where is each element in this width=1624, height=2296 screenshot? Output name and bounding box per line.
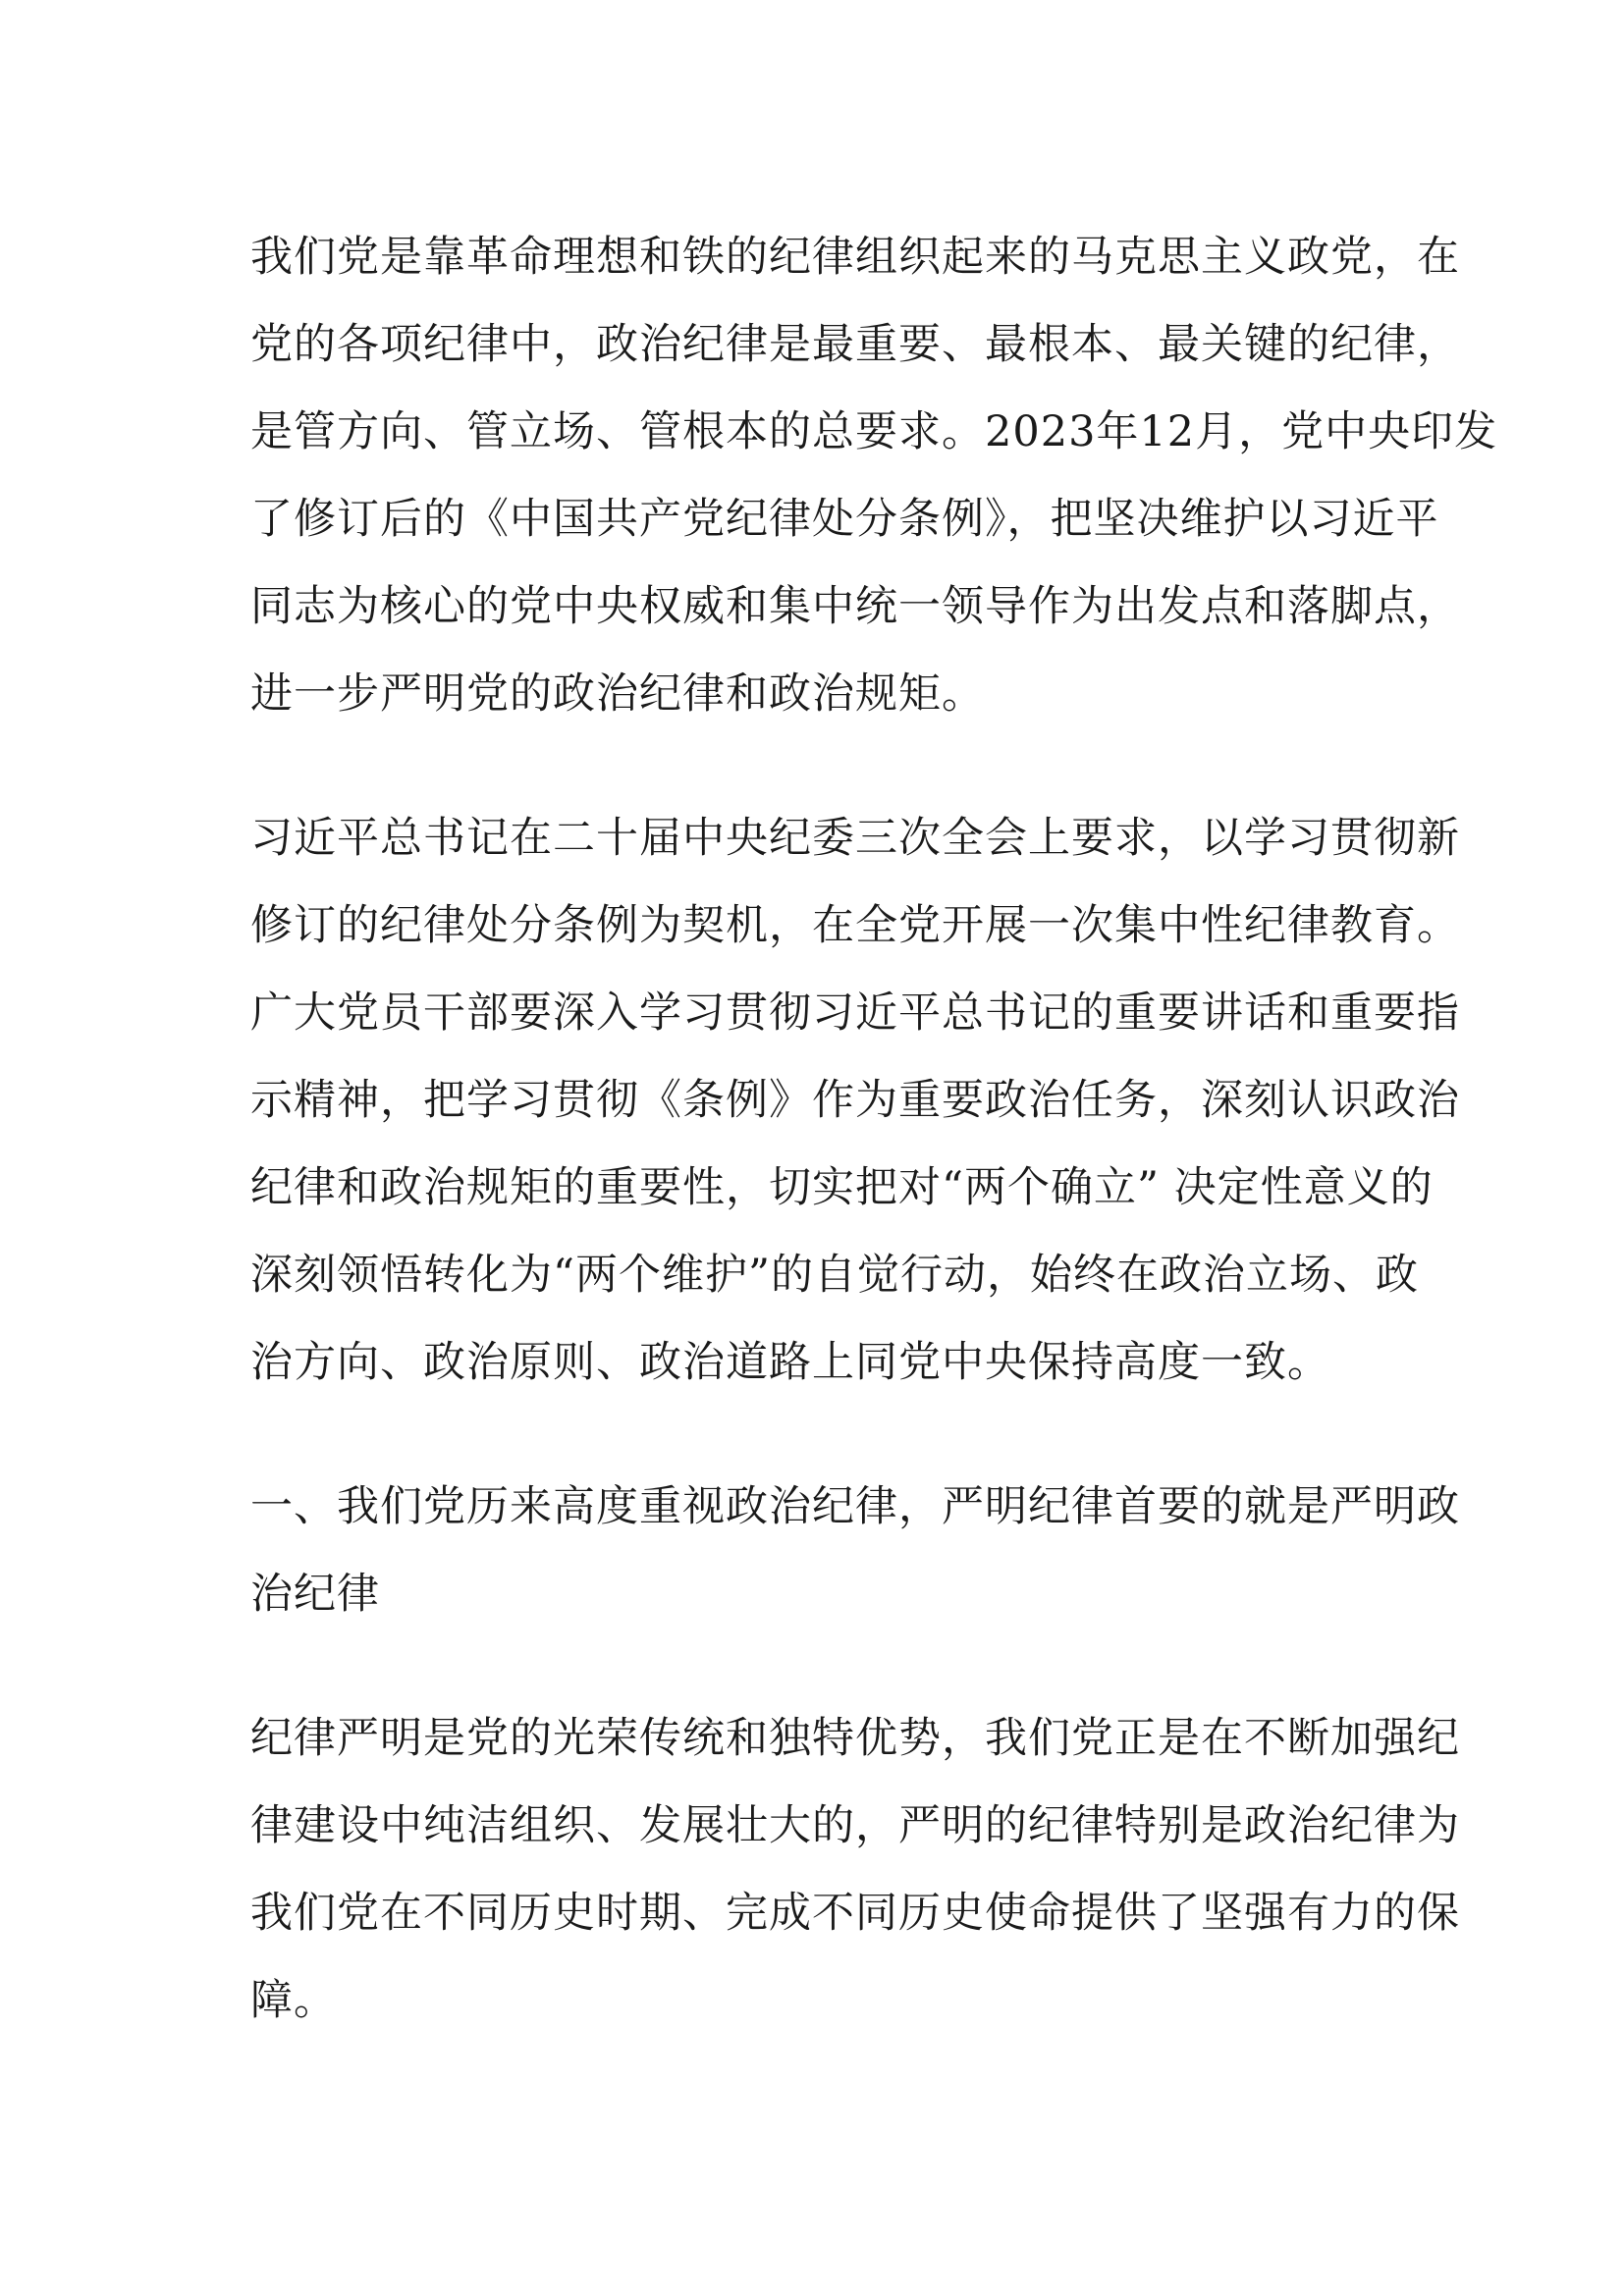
text-line: 广大党员干部要深入学习贯彻习近平总书记的重要讲话和重要指 [250,988,1460,1038]
text-line: 纪律和政治规矩的重要性，切实把对“两个确立” 决定性意义的 [250,1163,1434,1212]
text-line: 进一步严明党的政治纪律和政治规矩。 [250,669,985,719]
paragraph-requirements [250,795,1460,1407]
text-line: 治方向、政治原则、政治道路上同党中央保持高度一致。 [250,1338,1330,1387]
heading-line: 治纪律 [250,1570,380,1619]
text-line: 是管方向、管立场、管根本的总要求。2023年12月，党中央印发 [250,407,1498,456]
document-body [250,214,1498,2102]
text-line: 修订的纪律处分条例为契机，在全党开展一次集中性纪律教育。 [250,901,1460,950]
section-heading [250,1464,1460,1638]
text-line: 我们党在不同历史时期、完成不同历史使命提供了坚强有力的保 [250,1889,1460,1938]
paragraph-intro [250,214,1498,738]
text-line: 障。 [250,1976,337,2025]
text-line: 示精神，把学习贯彻《条例》作为重要政治任务，深刻认识政治 [250,1076,1460,1125]
text-line: 了修订后的《中国共产党纪律处分条例》，把坚决维护以习近平 [250,495,1439,544]
heading-line: 一、我们党历来高度重视政治纪律，严明纪律首要的就是严明政 [250,1482,1460,1531]
text-line: 律建设中纯洁组织、发展壮大的，严明的纪律特别是政治纪律为 [250,1801,1460,1850]
text-line: 纪律严明是党的光荣传统和独特优势，我们党正是在不断加强纪 [250,1714,1460,1763]
text-line: 习近平总书记在二十届中央纪委三次全会上要求，以学习贯彻新 [250,814,1460,863]
text-line: 深刻领悟转化为“两个维护”的自觉行动，始终在政治立场、政 [250,1251,1419,1300]
text-line: 我们党是靠革命理想和铁的纪律组织起来的马克思主义政党，在 [250,233,1460,282]
text-line: 同志为核心的党中央权威和集中统一领导作为出发点和落脚点， [250,582,1460,631]
text-line: 党的各项纪律中，政治纪律是最重要、最根本、最关键的纪律， [250,320,1460,369]
paragraph-tradition [250,1695,1460,2045]
